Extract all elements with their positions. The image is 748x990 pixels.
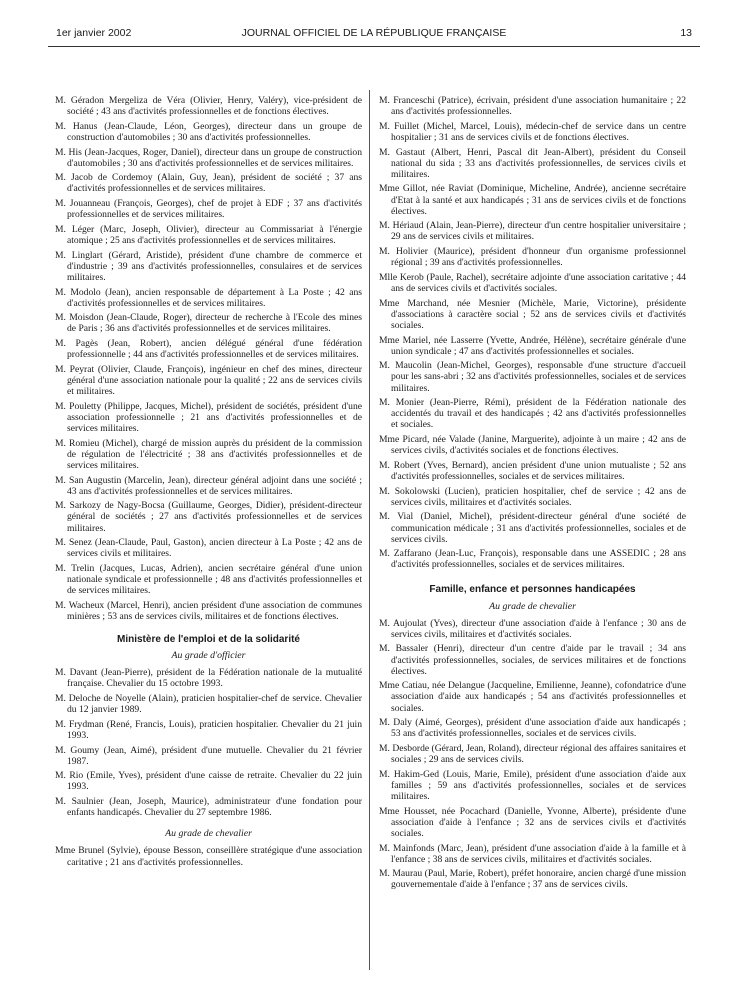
list-item: M. San Augustin (Marcelin, Jean), directeur général adjoint dans une société ; 43 ans d'activités professionnelles et de services militaires. <box>55 474 362 497</box>
right-column <box>379 95 686 894</box>
list-item: M. Maurau (Paul, Marie, Robert), préfet honoraire, ancien chargé d'une mission gouvernementale d'aide à l'enfance ; 37 ans de services civils. <box>379 868 686 891</box>
list-item: M. His (Jean-Jacques, Roger, Daniel), directeur dans un groupe de construction d'automobiles ; 30 ans d'activités professionnelles et de services militaires. <box>55 146 362 169</box>
header-journal-title: JOURNAL OFFICIEL DE LA RÉPUBLIQUE FRANÇAISE <box>241 27 507 39</box>
list-item: M. Modolo (Jean), ancien responsable de département à La Poste ; 42 ans d'activités professionnelles et de services militaires. <box>55 286 362 309</box>
list-item: M. Linglart (Gérard, Aristide), président d'une chambre de commerce et d'industrie ; 39 ans d'activités professionnelles, consulaires et de services militaires. <box>55 249 362 283</box>
list-item: M. Jacob de Cordemoy (Alain, Guy, Jean), président de société ; 37 ans d'activités professionnelles et de services militaires. <box>55 172 362 195</box>
list-item: M. Trelin (Jacques, Lucas, Adrien), ancien secrétaire général d'une union nationale syndicale et professionnelle ; 48 ans d'activités professionnelles et de services militaires. <box>55 562 362 597</box>
list-item: M. Bassaler (Henri), directeur d'un centre d'aide par le travail ; 34 ans d'activités professionnelles, sociales, de services militaires et de fonctions électives. <box>379 643 686 677</box>
list-item: M. Vial (Daniel, Michel), président-directeur général d'une société de communication médicale ; 31 ans d'activités professionnelles, sociales et de services civils. <box>379 511 686 545</box>
list-item: Mlle Kerob (Paule, Rachel), secrétaire adjointe d'une association caritative ; 44 ans de services civils et d'activités sociales. <box>379 271 686 294</box>
list-item: M. Hakim-Ged (Louis, Marie, Emile), président d'une association d'aide aux familles ; 59 ans d'activités professionnelles, sociales et de services militaires. <box>379 768 686 802</box>
list-item: M. Desborde (Gérard, Jean, Roland), directeur régional des affaires sanitaires et sociales ; 29 ans de services civils. <box>379 742 686 766</box>
list-item: Mme Brunel (Sylvie), épouse Besson, conseillère stratégique d'une association caritative ; 21 ans d'activités professionnelles. <box>55 845 362 868</box>
list-item: Mme Marchand, née Mesnier (Michèle, Marie, Victorine), présidente d'associations à caractère social ; 52 ans de services civils et d'activités sociales. <box>379 297 686 331</box>
list-item: M. Holivier (Maurice), président d'honneur d'un organisme professionnel régional ; 39 ans d'activités professionnelles. <box>379 246 686 269</box>
list-item: M. Deloche de Noyelle (Alain), praticien hospitalier-chef de service. Chevalier du 12 janvier 1989. <box>55 693 362 716</box>
list-item: M. Maucolin (Jean-Michel, Georges), responsable d'une structure d'accueil pour les sans-abri ; 32 ans d'activités professionnelles, sociales et de services militaires. <box>379 360 686 394</box>
list-item: M. Romieu (Michel), chargé de mission auprès du président de la commission de régulation de l'électricité ; 38 ans d'activités professionnelles et de services militaires. <box>55 437 362 471</box>
list-item: M. Robert (Yves, Bernard), ancien président d'une union mutualiste ; 52 ans d'activités professionnelles, sociales et de services militaires. <box>379 459 686 482</box>
grade-officier-heading: Au grade d'officier <box>171 650 246 662</box>
list-item: M. Peyrat (Olivier, Claude, François), ingénieur en chef des mines, directeur général d'une association nationale pour la qualité ; 22 ans de services civils et militaires. <box>55 363 362 398</box>
section-title-emploi: Ministère de l'emploi et de la solidarité <box>117 634 300 646</box>
list-item: Mme Mariel, née Lasserre (Yvette, Andrée, Hélène), secrétaire générale d'une union syndicale ; 47 ans d'activités professionnelles et sociales. <box>379 334 686 357</box>
list-item: M. Rio (Emile, Yves), président d'une caisse de retraite. Chevalier du 22 juin 1993. <box>55 770 362 793</box>
grade-chevalier-heading-famille: Au grade de chevalier <box>489 600 576 612</box>
list-item: M. Aujoulat (Yves), directeur d'une association d'aide à l'enfance ; 30 ans de services civils, militaires et d'activités sociales. <box>379 617 686 640</box>
list-item: Mme Catiau, née Delangue (Jacqueline, Emilienne, Jeanne), cofondatrice d'une association d'aide aux handicapés ; 54 ans d'activités professionnelles et sociales. <box>379 680 686 714</box>
section-title-famille: Famille, enfance et personnes handicapées <box>429 584 636 596</box>
list-item: M. Goumy (Jean, Aimé), président d'une mutuelle. Chevalier du 21 février 1987. <box>55 744 362 767</box>
list-item: M. Hériaud (Alain, Jean-Pierre), directeur d'un centre hospitalier universitaire ; 29 ans de services civils et militaires. <box>379 220 686 243</box>
page-header <box>48 27 700 43</box>
list-item: M. Mainfonds (Marc, Jean), président d'une association d'aide à la famille et à l'enfance ; 38 ans de services civils, militaires et d'activités sociales. <box>379 842 686 865</box>
header-page-number: 13 <box>680 27 692 39</box>
list-item: M. Monier (Jean-Pierre, Rémi), président de la Fédération nationale des accidentés du travail et des handicapés ; 42 ans d'activités professionnelles et sociales. <box>379 397 686 431</box>
list-item: Mme Housset, née Pocachard (Danielle, Yvonne, Alberte), présidente d'une association d'aide à l'enfance ; 32 ans de services civils et d'activités sociales. <box>379 805 686 839</box>
list-item: M. Pagès (Jean, Robert), ancien délégué général d'une fédération professionnelle ; 44 ans d'activités professionnelles et de services militaires. <box>55 338 362 361</box>
list-item: M. Senez (Jean-Claude, Paul, Gaston), ancien directeur à La Poste ; 42 ans de services civils et militaires. <box>55 537 362 560</box>
officier-entries-list <box>55 667 362 818</box>
list-item: M. Daly (Aimé, Georges), président d'une association d'aide aux handicapés ; 53 ans d'activités professionnelles, sociales et de services civils. <box>379 717 686 740</box>
list-item: M. Fuillet (Michel, Marcel, Louis), médecin-chef de service dans un centre hospitalier ; 31 ans de services civils et de fonctions électives. <box>379 120 686 143</box>
list-item: M. Davant (Jean-Pierre), président de la Fédération nationale de la mutualité française. Chevalier du 15 octobre 1993. <box>55 667 362 690</box>
list-item: M. Frydman (René, Francis, Louis), praticien hospitalier. Chevalier du 21 juin 1993. <box>55 718 362 741</box>
famille-chevalier-entries-list <box>379 618 686 891</box>
list-item: M. Géradon Mergeliza de Véra (Olivier, Henry, Valéry), vice-président de société ; 43 ans d'activités professionnelles et de fonctions électives. <box>55 95 362 118</box>
list-item: M. Gastaut (Albert, Henri, Pascal dit Jean-Albert), président du Conseil national du sida ; 33 ans d'activités professionnelles, de services civils et militaires. <box>379 146 686 180</box>
chevalier-entries-list <box>55 845 362 867</box>
list-item: M. Zaffarano (Jean-Luc, François), responsable dans une ASSEDIC ; 28 ans d'activités professionnelles, sociales et de services militaires. <box>379 548 686 571</box>
list-item: Mme Gillot, née Raviat (Dominique, Micheline, Andrée), ancienne secrétaire d'Etat à la santé et aux handicapés ; 31 ans de services civils et de fonctions électives. <box>379 183 686 217</box>
right-entries-list <box>379 95 686 570</box>
left-column <box>55 95 362 871</box>
grade-chevalier-heading: Au grade de chevalier <box>165 828 252 840</box>
list-item: M. Pouletty (Philippe, Jacques, Michel), président de sociétés, président d'une association professionnelle ; 21 ans d'activités professionnelles et de services militaires. <box>55 400 362 434</box>
list-item: M. Sarkozy de Nagy-Bocsa (Guillaume, Georges, Didier), président-directeur général de sociétés ; 27 ans d'activités professionnelles et de services militaires. <box>55 500 362 534</box>
list-item: M. Sokolowski (Lucien), praticien hospitalier, chef de service ; 42 ans de services civils, militaires et d'activités sociales. <box>379 485 686 508</box>
list-item: M. Moisdon (Jean-Claude, Roger), directeur de recherche à l'Ecole des mines de Paris ; 36 ans d'activités professionnelles et de services militaires. <box>55 312 362 335</box>
list-item: M. Jouanneau (François, Georges), chef de projet à EDF ; 37 ans d'activités professionnelles et de services militaires. <box>55 198 362 221</box>
list-item: M. Hanus (Jean-Claude, Léon, Georges), directeur dans un groupe de construction d'automobiles ; 30 ans d'activités professionnelles. <box>55 120 362 143</box>
list-item: M. Léger (Marc, Joseph, Olivier), directeur au Commissariat à l'énergie atomique ; 25 ans d'activités professionnelles et de services militaires. <box>55 223 362 246</box>
header-date: 1er janvier 2002 <box>56 27 132 39</box>
list-item: M. Wacheux (Marcel, Henri), ancien président d'une association de communes minières ; 53 ans de services civils, militaires et de fonctions électives. <box>55 599 362 622</box>
list-item: M. Saulnier (Jean, Joseph, Maurice), administrateur d'une fondation pour enfants handicapés. Chevalier du 27 septembre 1986. <box>55 796 362 819</box>
column-divider <box>369 90 370 970</box>
list-item: M. Franceschi (Patrice), écrivain, président d'une association humanitaire ; 22 ans d'activités professionnelles. <box>379 95 686 118</box>
header-rule <box>48 46 700 47</box>
list-item: Mme Picard, née Valade (Janine, Marguerite), adjointe à un maire ; 42 ans de services civils, d'activités sociales et de fonctions électives. <box>379 434 686 457</box>
left-entries-list <box>55 95 362 622</box>
